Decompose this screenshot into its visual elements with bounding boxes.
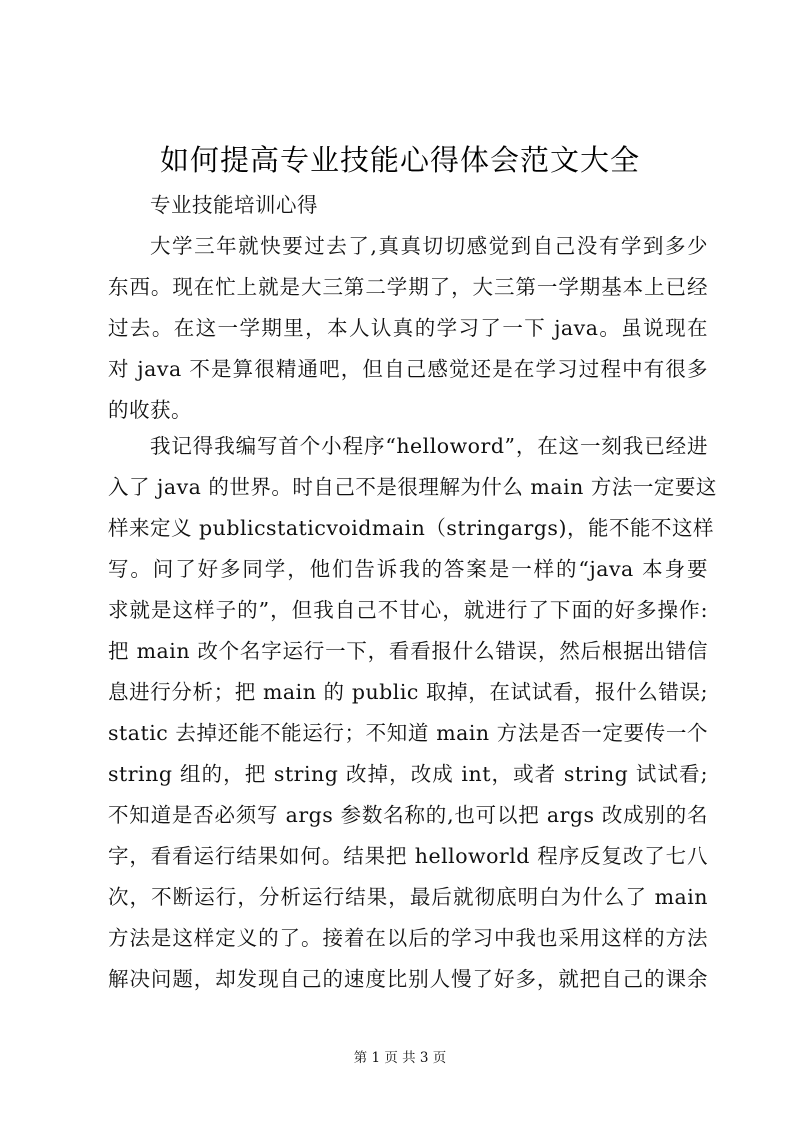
page-footer: 第 1 页 共 3 页: [353, 1050, 447, 1066]
body-line: 次，不断运行，分析运行结果，最后就彻底明白为什么了 main: [108, 885, 708, 909]
body-line: 我记得我编写首个小程序“helloword”，在这一刻我已经进: [150, 434, 708, 458]
body-line: 的收获。: [108, 398, 192, 422]
body-line: 东西。现在忙上就是大三第二学期了，大三第一学期基本上已经: [108, 275, 708, 299]
body-line: 样来定义 publicstaticvoidmain（stringargs)，能不能不这样: [108, 516, 714, 540]
body-line: 对 java 不是算很精通吧，但自己感觉还是在学习过程中有很多: [108, 357, 708, 381]
body-line: 过去。在这一学期里，本人认真的学习了一下 java。虽说现在: [108, 316, 708, 340]
body-line: static 去掉还能不能运行；不知道 main 方法是否一定要传一个: [108, 721, 708, 745]
body-line: 方法是这样定义的了。接着在以后的学习中我也采用这样的方法: [108, 926, 708, 950]
body-line: 把 main 改个名字运行一下，看看报什么错误，然后根据出错信: [108, 639, 708, 663]
body-line: 写。问了好多同学，他们告诉我的答案是一样的“java 本身要: [108, 557, 708, 581]
body-line: 入了 java 的世界。时自己不是很理解为什么 main 方法一定要这: [108, 475, 717, 499]
document-title: 如何提高专业技能心得体会范文大全: [159, 143, 640, 177]
body-line: 求就是这样子的”，但我自己不甘心，就进行了下面的好多操作:: [108, 598, 708, 622]
body-line: 大学三年就快要过去了,真真切切感觉到自己没有学到多少: [150, 234, 708, 258]
body-line: 息进行分析；把 main 的 public 取掉，在试试看，报什么错误;: [108, 680, 708, 704]
body-line: 解决问题，却发现自己的速度比别人慢了好多，就把自己的课余: [108, 967, 708, 991]
body-line: 不知道是否必须写 args 参数名称的,也可以把 args 改成别的名: [108, 803, 708, 827]
body-line: 字，看看运行结果如何。结果把 helloworld 程序反复改了七八: [108, 844, 708, 868]
body-line: string 组的，把 string 改掉，改成 int，或者 string 试试看;: [108, 762, 708, 786]
section-heading: 专业技能培训心得: [150, 193, 318, 217]
